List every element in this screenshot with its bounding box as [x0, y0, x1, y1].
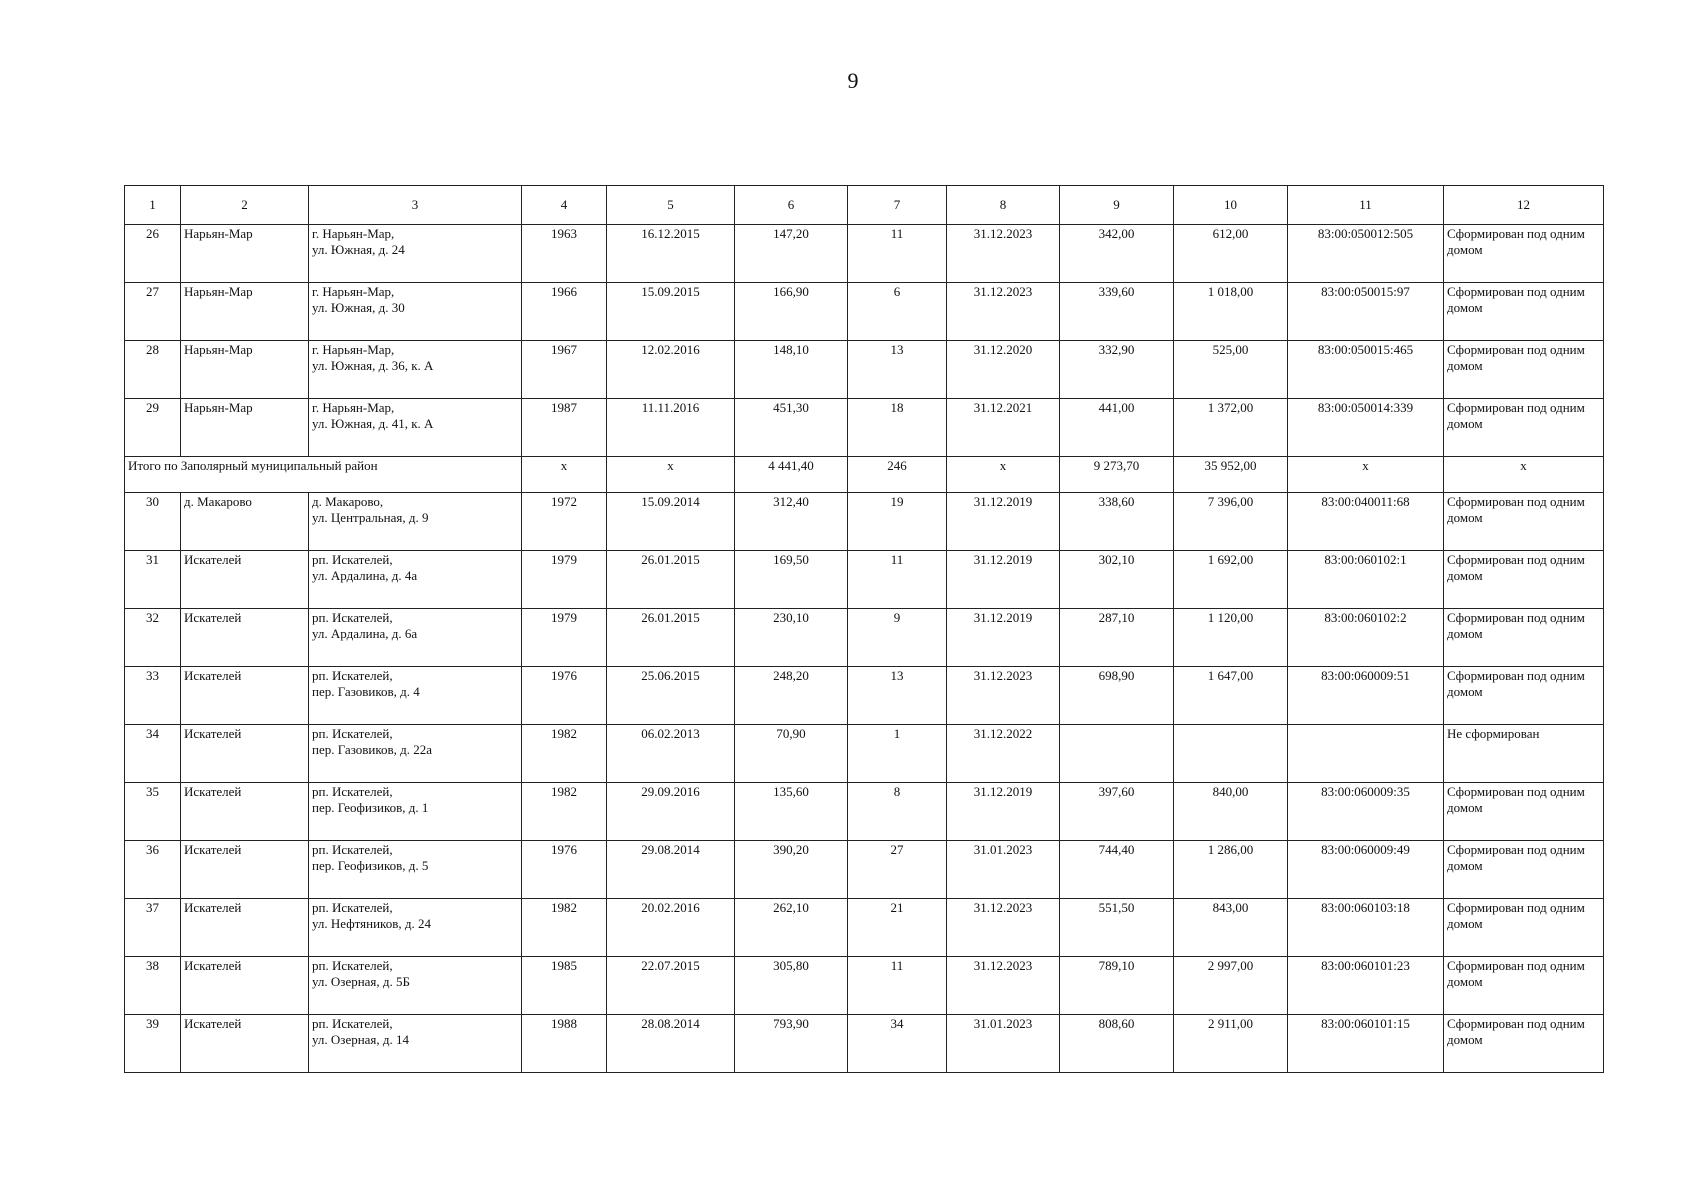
date-cell: 15.09.2014	[607, 493, 735, 551]
cadastral-cell	[1288, 725, 1444, 783]
land-area-cell: 338,60	[1060, 493, 1174, 551]
area-cell: 248,20	[735, 667, 848, 725]
address-line: ул. Ардалина, д. 4а	[312, 568, 418, 583]
address-line: г. Нарьян-Мар,	[312, 284, 395, 299]
column-header: 3	[309, 186, 522, 225]
settlement-cell: Искателей	[181, 609, 309, 667]
address-line: рп. Искателей,	[312, 784, 393, 799]
year-cell: 1966	[522, 283, 607, 341]
year-cell: 1982	[522, 783, 607, 841]
year-cell: 1985	[522, 957, 607, 1015]
cadastral-cell: 83:00:060009:51	[1288, 667, 1444, 725]
area-cell: 166,90	[735, 283, 848, 341]
cost-cell: 840,00	[1174, 783, 1288, 841]
address-line: ул. Южная, д. 30	[312, 300, 405, 315]
total-area-cell: 4 441,40	[735, 457, 848, 493]
date-cell: 29.09.2016	[607, 783, 735, 841]
address-line: рп. Искателей,	[312, 842, 393, 857]
year-cell: 1976	[522, 841, 607, 899]
row-number: 36	[125, 841, 181, 899]
land-area-cell: 789,10	[1060, 957, 1174, 1015]
cost-cell: 1 286,00	[1174, 841, 1288, 899]
area-cell: 169,50	[735, 551, 848, 609]
status-cell: Сформирован под одним домом	[1444, 667, 1604, 725]
date-cell: 25.06.2015	[607, 667, 735, 725]
column-header: 11	[1288, 186, 1444, 225]
address-line: ул. Центральная, д. 9	[312, 510, 429, 525]
status-cell: Сформирован под одним домом	[1444, 783, 1604, 841]
address-line: г. Нарьян-Мар,	[312, 226, 395, 241]
deadline-cell: 31.12.2023	[947, 957, 1060, 1015]
date-cell: 28.08.2014	[607, 1015, 735, 1073]
address-line: рп. Искателей,	[312, 958, 393, 973]
year-cell: 1979	[522, 609, 607, 667]
cost-cell: 1 692,00	[1174, 551, 1288, 609]
total-year-cell: x	[522, 457, 607, 493]
row-number: 30	[125, 493, 181, 551]
cost-cell: 2 911,00	[1174, 1015, 1288, 1073]
row-number: 29	[125, 399, 181, 457]
cost-cell: 1 018,00	[1174, 283, 1288, 341]
address-cell	[309, 899, 522, 957]
year-cell: 1967	[522, 341, 607, 399]
date-cell: 22.07.2015	[607, 957, 735, 1015]
residents-cell: 1	[848, 725, 947, 783]
date-cell: 26.01.2015	[607, 551, 735, 609]
year-cell: 1982	[522, 899, 607, 957]
residents-cell: 11	[848, 551, 947, 609]
date-cell: 16.12.2015	[607, 225, 735, 283]
status-cell: Сформирован под одним домом	[1444, 283, 1604, 341]
status-cell: Не сформирован	[1444, 725, 1604, 783]
date-cell: 15.09.2015	[607, 283, 735, 341]
year-cell: 1963	[522, 225, 607, 283]
date-cell: 06.02.2013	[607, 725, 735, 783]
row-number: 34	[125, 725, 181, 783]
table-row	[125, 725, 1604, 783]
address-cell	[309, 399, 522, 457]
table-row	[125, 1015, 1604, 1073]
address-line: ул. Озерная, д. 5Б	[312, 974, 410, 989]
row-number: 32	[125, 609, 181, 667]
land-area-cell: 339,60	[1060, 283, 1174, 341]
address-line: рп. Искателей,	[312, 900, 393, 915]
table-row	[125, 225, 1604, 283]
land-area-cell: 302,10	[1060, 551, 1174, 609]
residents-cell: 8	[848, 783, 947, 841]
row-number: 38	[125, 957, 181, 1015]
area-cell: 147,20	[735, 225, 848, 283]
settlement-cell: Искателей	[181, 957, 309, 1015]
address-line: рп. Искателей,	[312, 610, 393, 625]
cost-cell: 1 372,00	[1174, 399, 1288, 457]
address-cell	[309, 783, 522, 841]
row-number: 39	[125, 1015, 181, 1073]
area-cell: 70,90	[735, 725, 848, 783]
cadastral-cell: 83:00:060101:23	[1288, 957, 1444, 1015]
column-header: 2	[181, 186, 309, 225]
address-line: ул. Южная, д. 41, к. А	[312, 416, 434, 431]
table-body	[125, 186, 1604, 1073]
address-line: пер. Газовиков, д. 22а	[312, 742, 433, 757]
deadline-cell: 31.01.2023	[947, 1015, 1060, 1073]
cost-cell: 1 647,00	[1174, 667, 1288, 725]
status-cell: Сформирован под одним домом	[1444, 1015, 1604, 1073]
cadastral-cell: 83:00:060009:49	[1288, 841, 1444, 899]
area-cell: 262,10	[735, 899, 848, 957]
address-line: ул. Южная, д. 24	[312, 242, 405, 257]
settlement-cell: Нарьян-Мар	[181, 399, 309, 457]
address-line: пер. Газовиков, д. 4	[312, 684, 420, 699]
table-row	[125, 667, 1604, 725]
cadastral-cell: 83:00:060101:15	[1288, 1015, 1444, 1073]
land-area-cell	[1060, 725, 1174, 783]
cost-cell: 612,00	[1174, 225, 1288, 283]
area-cell: 230,10	[735, 609, 848, 667]
settlement-cell: Искателей	[181, 783, 309, 841]
area-cell: 451,30	[735, 399, 848, 457]
deadline-cell: 31.12.2021	[947, 399, 1060, 457]
table-row	[125, 283, 1604, 341]
settlement-cell: Нарьян-Мар	[181, 283, 309, 341]
cadastral-cell: 83:00:060102:1	[1288, 551, 1444, 609]
cadastral-cell: 83:00:060009:35	[1288, 783, 1444, 841]
total-residents-cell: 246	[848, 457, 947, 493]
address-line: г. Нарьян-Мар,	[312, 400, 395, 415]
date-cell: 26.01.2015	[607, 609, 735, 667]
column-header: 6	[735, 186, 848, 225]
residents-cell: 13	[848, 341, 947, 399]
total-cadastral-cell: x	[1288, 457, 1444, 493]
area-cell: 148,10	[735, 341, 848, 399]
cadastral-cell: 83:00:060103:18	[1288, 899, 1444, 957]
address-cell	[309, 493, 522, 551]
status-cell: Сформирован под одним домом	[1444, 899, 1604, 957]
area-cell: 390,20	[735, 841, 848, 899]
address-line: д. Макарово,	[312, 494, 384, 509]
settlement-cell: Нарьян-Мар	[181, 225, 309, 283]
address-line: ул. Южная, д. 36, к. А	[312, 358, 434, 373]
settlement-cell: Искателей	[181, 899, 309, 957]
settlement-cell: д. Макарово	[181, 493, 309, 551]
land-area-cell: 397,60	[1060, 783, 1174, 841]
housing-table	[124, 185, 1604, 1073]
row-number: 28	[125, 341, 181, 399]
table-row	[125, 899, 1604, 957]
row-number: 35	[125, 783, 181, 841]
residents-cell: 34	[848, 1015, 947, 1073]
year-cell: 1976	[522, 667, 607, 725]
table-row	[125, 783, 1604, 841]
address-cell	[309, 667, 522, 725]
column-number-row	[125, 186, 1604, 225]
deadline-cell: 31.12.2019	[947, 609, 1060, 667]
deadline-cell: 31.12.2022	[947, 725, 1060, 783]
residents-cell: 9	[848, 609, 947, 667]
area-cell: 305,80	[735, 957, 848, 1015]
cadastral-cell: 83:00:050015:97	[1288, 283, 1444, 341]
settlement-cell: Искателей	[181, 725, 309, 783]
residents-cell: 13	[848, 667, 947, 725]
deadline-cell: 31.12.2020	[947, 341, 1060, 399]
year-cell: 1979	[522, 551, 607, 609]
residents-cell: 6	[848, 283, 947, 341]
address-cell	[309, 725, 522, 783]
residents-cell: 27	[848, 841, 947, 899]
deadline-cell: 31.12.2023	[947, 667, 1060, 725]
date-cell: 20.02.2016	[607, 899, 735, 957]
row-number: 31	[125, 551, 181, 609]
settlement-cell: Искателей	[181, 1015, 309, 1073]
table-row	[125, 551, 1604, 609]
area-cell: 312,40	[735, 493, 848, 551]
page-number: 9	[847, 68, 859, 93]
settlement-cell: Искателей	[181, 551, 309, 609]
residents-cell: 11	[848, 225, 947, 283]
address-line: г. Нарьян-Мар,	[312, 342, 395, 357]
cost-cell: 1 120,00	[1174, 609, 1288, 667]
land-area-cell: 342,00	[1060, 225, 1174, 283]
address-cell	[309, 609, 522, 667]
area-cell: 135,60	[735, 783, 848, 841]
residents-cell: 19	[848, 493, 947, 551]
address-line: ул. Ардалина, д. 6а	[312, 626, 418, 641]
land-area-cell: 698,90	[1060, 667, 1174, 725]
total-status-cell: x	[1444, 457, 1604, 493]
residents-cell: 11	[848, 957, 947, 1015]
total-date-cell: x	[607, 457, 735, 493]
cost-cell: 7 396,00	[1174, 493, 1288, 551]
table-row	[125, 609, 1604, 667]
row-number: 27	[125, 283, 181, 341]
deadline-cell: 31.12.2019	[947, 783, 1060, 841]
status-cell: Сформирован под одним домом	[1444, 551, 1604, 609]
address-line: рп. Искателей,	[312, 726, 393, 741]
column-header: 12	[1444, 186, 1604, 225]
status-cell: Сформирован под одним домом	[1444, 841, 1604, 899]
table-row	[125, 341, 1604, 399]
column-header: 7	[848, 186, 947, 225]
address-line: рп. Искателей,	[312, 1016, 393, 1031]
status-cell: Сформирован под одним домом	[1444, 493, 1604, 551]
status-cell: Сформирован под одним домом	[1444, 957, 1604, 1015]
settlement-cell: Нарьян-Мар	[181, 341, 309, 399]
land-area-cell: 441,00	[1060, 399, 1174, 457]
address-line: рп. Искателей,	[312, 552, 393, 567]
year-cell: 1972	[522, 493, 607, 551]
address-cell	[309, 551, 522, 609]
row-number: 26	[125, 225, 181, 283]
status-cell: Сформирован под одним домом	[1444, 225, 1604, 283]
residents-cell: 21	[848, 899, 947, 957]
cadastral-cell: 83:00:040011:68	[1288, 493, 1444, 551]
cost-cell: 843,00	[1174, 899, 1288, 957]
date-cell: 29.08.2014	[607, 841, 735, 899]
total-cost-cell: 35 952,00	[1174, 457, 1288, 493]
status-cell: Сформирован под одним домом	[1444, 609, 1604, 667]
address-cell	[309, 225, 522, 283]
column-header: 4	[522, 186, 607, 225]
address-line: ул. Озерная, д. 14	[312, 1032, 410, 1047]
total-row	[125, 457, 1604, 493]
cadastral-cell: 83:00:050014:339	[1288, 399, 1444, 457]
year-cell: 1982	[522, 725, 607, 783]
land-area-cell: 744,40	[1060, 841, 1174, 899]
address-line: пер. Геофизиков, д. 1	[312, 800, 429, 815]
address-cell	[309, 283, 522, 341]
column-header: 9	[1060, 186, 1174, 225]
deadline-cell: 31.12.2023	[947, 899, 1060, 957]
column-header: 1	[125, 186, 181, 225]
land-area-cell: 332,90	[1060, 341, 1174, 399]
address-line: ул. Нефтяников, д. 24	[312, 916, 431, 931]
deadline-cell: 31.12.2023	[947, 225, 1060, 283]
deadline-cell: 31.12.2019	[947, 551, 1060, 609]
residents-cell: 18	[848, 399, 947, 457]
table-row	[125, 399, 1604, 457]
status-cell: Сформирован под одним домом	[1444, 341, 1604, 399]
cadastral-cell: 83:00:060102:2	[1288, 609, 1444, 667]
status-cell: Сформирован под одним домом	[1444, 399, 1604, 457]
date-cell: 12.02.2016	[607, 341, 735, 399]
cost-cell: 2 997,00	[1174, 957, 1288, 1015]
address-line: рп. Искателей,	[312, 668, 393, 683]
address-line: пер. Геофизиков, д. 5	[312, 858, 429, 873]
land-area-cell: 808,60	[1060, 1015, 1174, 1073]
cadastral-cell: 83:00:050015:465	[1288, 341, 1444, 399]
land-area-cell: 287,10	[1060, 609, 1174, 667]
row-number: 33	[125, 667, 181, 725]
settlement-cell: Искателей	[181, 667, 309, 725]
cadastral-cell: 83:00:050012:505	[1288, 225, 1444, 283]
address-cell	[309, 341, 522, 399]
address-cell	[309, 841, 522, 899]
address-cell	[309, 1015, 522, 1073]
table-row	[125, 841, 1604, 899]
address-cell	[309, 957, 522, 1015]
column-header: 8	[947, 186, 1060, 225]
deadline-cell: 31.01.2023	[947, 841, 1060, 899]
year-cell: 1988	[522, 1015, 607, 1073]
settlement-cell: Искателей	[181, 841, 309, 899]
cost-cell	[1174, 725, 1288, 783]
deadline-cell: 31.12.2023	[947, 283, 1060, 341]
column-header: 5	[607, 186, 735, 225]
column-header: 10	[1174, 186, 1288, 225]
date-cell: 11.11.2016	[607, 399, 735, 457]
row-number: 37	[125, 899, 181, 957]
total-deadline-cell: x	[947, 457, 1060, 493]
year-cell: 1987	[522, 399, 607, 457]
cost-cell: 525,00	[1174, 341, 1288, 399]
deadline-cell: 31.12.2019	[947, 493, 1060, 551]
total-land-area-cell: 9 273,70	[1060, 457, 1174, 493]
area-cell: 793,90	[735, 1015, 848, 1073]
land-area-cell: 551,50	[1060, 899, 1174, 957]
table-row	[125, 493, 1604, 551]
table-row	[125, 957, 1604, 1015]
housing-table-wrapper	[124, 185, 1604, 1073]
total-label: Итого по Заполярный муниципальный район	[125, 457, 522, 493]
